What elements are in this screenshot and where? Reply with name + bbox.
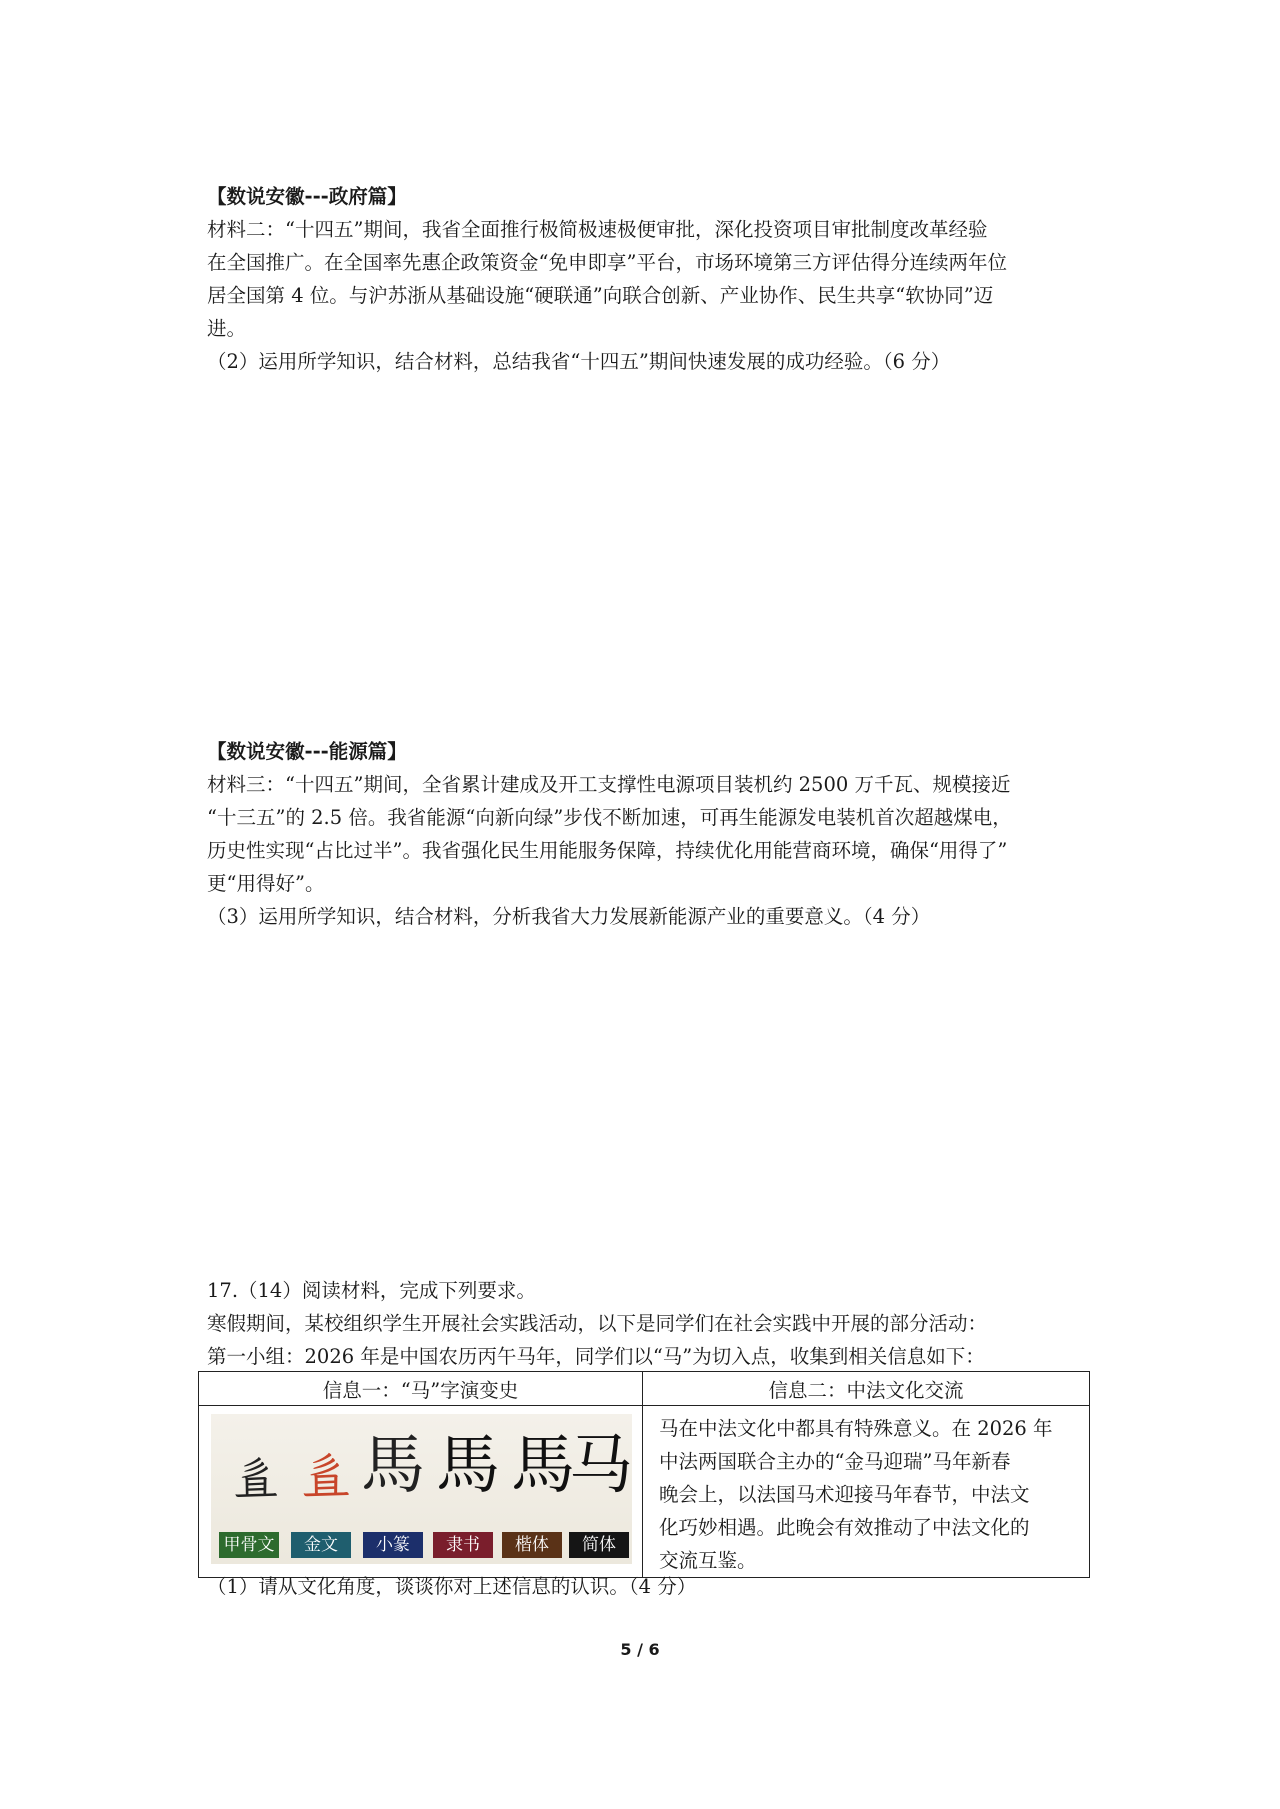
section2-material-line: 进。: [207, 317, 247, 340]
q17-intro-line: 第一小组：2026 年是中国农历丙午马年，同学们以“马”为切入点，收集到相关信息如下：: [207, 1345, 985, 1368]
section3-material-line: 历史性实现“占比过半”。我省强化民生用能服务保障，持续优化用能营商环境，确保“用得了”: [207, 839, 1008, 862]
script-label: 隶书: [433, 1532, 493, 1558]
info-table: [198, 1371, 1090, 1578]
section2-material-line: 在全国推广。在全国率先惠企政策资金“免申即享”平台，市场环境第三方评估得分连续两年位: [207, 251, 1007, 274]
simplified-glyph: 马: [569, 1429, 633, 1503]
horse-character-evolution-image: [211, 1414, 632, 1564]
script-label: 甲骨文: [219, 1532, 279, 1558]
clerical-glyph: 馬: [436, 1429, 500, 1503]
q17-question-1: （1）请从文化角度，谈谈你对上述信息的认识。（4 分）: [207, 1575, 697, 1598]
exchange-text-line: 中法两国联合主办的“金马迎瑞”马年新春: [659, 1450, 1011, 1473]
exchange-text-line: 化巧妙相遇。此晚会有效推动了中法文化的: [659, 1516, 1030, 1539]
section3-question: （3）运用所学知识，结合材料，分析我省大力发展新能源产业的重要意义。（4 分）: [207, 905, 931, 928]
regular-glyph: 馬: [511, 1429, 575, 1503]
q17-title: 17.（14）阅读材料，完成下列要求。: [207, 1279, 536, 1302]
exchange-text-line: 马在中法文化中都具有特殊意义。在 2026 年: [659, 1417, 1053, 1440]
section2-question: （2）运用所学知识，结合材料，总结我省“十四五”期间快速发展的成功经验。（6 分）: [207, 350, 951, 373]
script-label: 简体: [569, 1532, 629, 1558]
script-label: 金文: [291, 1532, 351, 1558]
script-label: 小篆: [363, 1532, 423, 1558]
section3-material-line: “十三五”的 2.5 倍。我省能源“向新向绿”步伐不断加速，可再生能源发电装机首次超越煤电，: [207, 806, 1012, 829]
horse-evolution-cell: [199, 1406, 643, 1578]
sino-french-exchange-cell: [643, 1406, 1090, 1578]
section2-material-line: 居全国第 4 位。与沪苏浙从基础设施“硬联通”向联合创新、产业协作、民生共享“软协同”迈: [207, 284, 994, 307]
section3-heading: 【数说安徽---能源篇】: [207, 740, 407, 763]
section2-heading: 【数说安徽---政府篇】: [207, 185, 407, 208]
script-label: 楷体: [502, 1532, 562, 1558]
oracle-bone-glyph: 𢒉: [233, 1451, 279, 1505]
page-number: 5 / 6: [620, 1640, 660, 1659]
info-table-header-right: 信息二：中法文化交流: [643, 1372, 1090, 1406]
info-table-header-left: 信息一：“马”字演变史: [199, 1372, 643, 1406]
section3-material-line: 更“用得好”。: [207, 872, 325, 895]
bronze-glyph: 𢒉: [301, 1447, 351, 1505]
section2-material-line: 材料二：“十四五”期间，我省全面推行极简极速极便审批，深化投资项目审批制度改革经验: [207, 218, 988, 241]
seal-glyph: 馬: [361, 1429, 425, 1503]
q17-intro-line: 寒假期间，某校组织学生开展社会实践活动，以下是同学们在社会实践中开展的部分活动：: [207, 1312, 988, 1335]
exchange-text-line: 晚会上，以法国马术迎接马年春节，中法文: [659, 1483, 1030, 1506]
exchange-text-line: 交流互鉴。: [659, 1549, 757, 1572]
section3-material-line: 材料三：“十四五”期间，全省累计建成及开工支撑性电源项目装机约 2500 万千瓦、规模接近: [207, 773, 1011, 796]
